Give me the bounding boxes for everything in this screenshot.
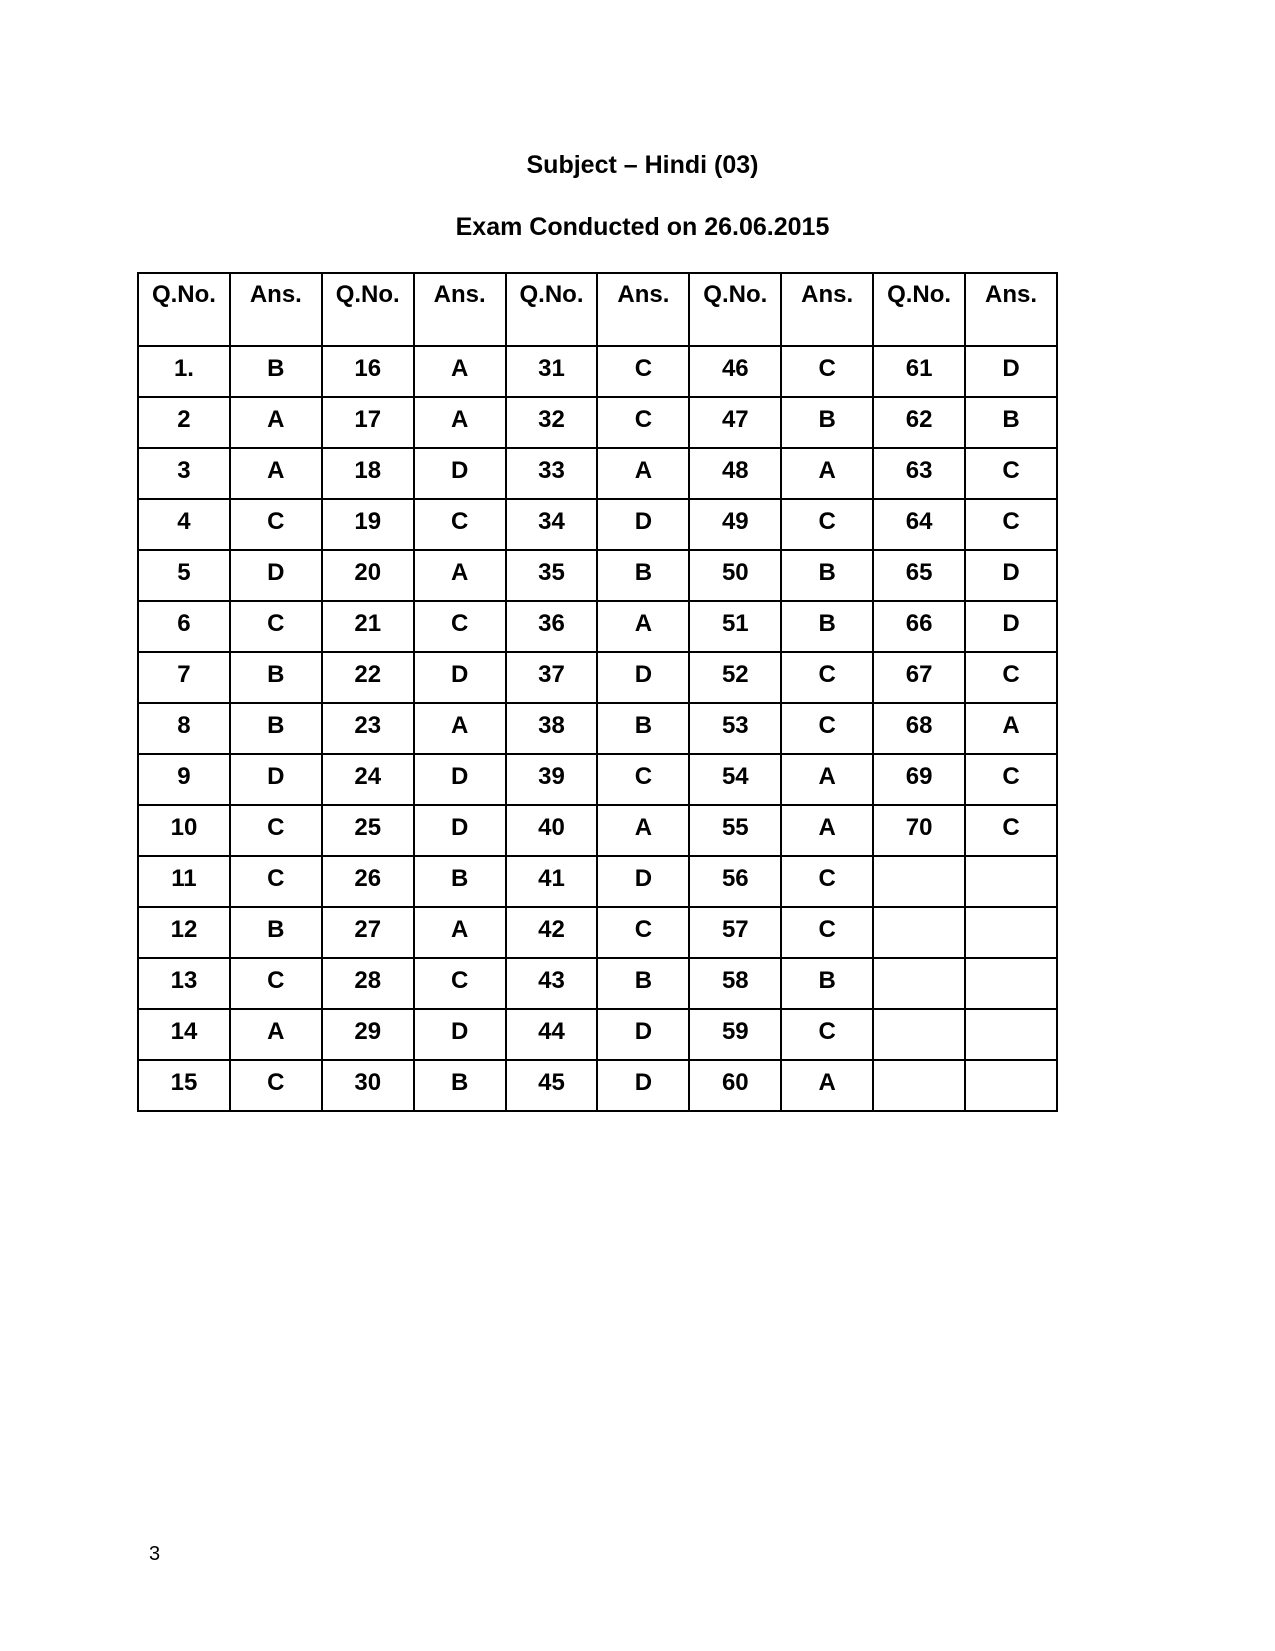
question-number-cell: 55 (689, 805, 781, 856)
answer-cell: C (597, 907, 689, 958)
question-number-cell: 46 (689, 346, 781, 397)
answer-cell: C (414, 601, 506, 652)
answer-cell: B (597, 550, 689, 601)
question-number-cell: 43 (506, 958, 598, 1009)
question-number-cell: 53 (689, 703, 781, 754)
question-number-cell: 20 (322, 550, 414, 601)
question-number-cell: 21 (322, 601, 414, 652)
question-number-cell: 41 (506, 856, 598, 907)
answer-cell: C (781, 703, 873, 754)
question-number-cell: 1. (138, 346, 230, 397)
question-number-cell: 62 (873, 397, 965, 448)
header-qno (873, 273, 965, 346)
table-row (138, 754, 1057, 805)
answer-cell: D (965, 601, 1057, 652)
table-row (138, 652, 1057, 703)
question-number-cell: 69 (873, 754, 965, 805)
answer-cell: D (414, 1009, 506, 1060)
header-ans (965, 273, 1057, 346)
question-number-cell: 8 (138, 703, 230, 754)
question-number-cell: 2 (138, 397, 230, 448)
question-number-cell: 50 (689, 550, 781, 601)
table-row (138, 703, 1057, 754)
header-ans-label: Ans. (985, 281, 1038, 308)
answer-cell: D (965, 550, 1057, 601)
answer-cell: B (781, 397, 873, 448)
question-number-cell: 36 (506, 601, 598, 652)
question-number-cell: 52 (689, 652, 781, 703)
header-qno (322, 273, 414, 346)
question-number-cell: 59 (689, 1009, 781, 1060)
answer-cell: B (597, 958, 689, 1009)
header-qno (138, 273, 230, 346)
question-number-cell: 39 (506, 754, 598, 805)
question-number-cell (873, 958, 965, 1009)
question-number-cell: 14 (138, 1009, 230, 1060)
answer-cell: C (781, 856, 873, 907)
answer-cell (965, 856, 1057, 907)
answer-cell: C (965, 754, 1057, 805)
question-number-cell: 66 (873, 601, 965, 652)
answer-cell: C (965, 805, 1057, 856)
table-row (138, 856, 1057, 907)
answer-cell: C (597, 346, 689, 397)
answer-cell: C (414, 499, 506, 550)
answer-cell: D (230, 754, 322, 805)
answer-cell: D (597, 652, 689, 703)
question-number-cell: 18 (322, 448, 414, 499)
question-number-cell: 37 (506, 652, 598, 703)
question-number-cell: 38 (506, 703, 598, 754)
question-number-cell: 7 (138, 652, 230, 703)
table-row (138, 1009, 1057, 1060)
question-number-cell: 34 (506, 499, 598, 550)
question-number-cell: 27 (322, 907, 414, 958)
question-number-cell: 49 (689, 499, 781, 550)
answer-cell: B (781, 958, 873, 1009)
answer-cell: B (230, 652, 322, 703)
question-number-cell: 12 (138, 907, 230, 958)
answer-cell: A (414, 550, 506, 601)
question-number-cell (873, 1009, 965, 1060)
question-number-cell: 67 (873, 652, 965, 703)
table-row (138, 499, 1057, 550)
answer-cell: D (597, 499, 689, 550)
table-row (138, 448, 1057, 499)
answer-cell: A (597, 448, 689, 499)
answer-cell: B (230, 907, 322, 958)
header-ans (230, 273, 322, 346)
question-number-cell: 48 (689, 448, 781, 499)
question-number-cell: 16 (322, 346, 414, 397)
question-number-cell: 3 (138, 448, 230, 499)
table-header-row (138, 273, 1057, 346)
header-ans-label: Ans. (249, 281, 302, 308)
page-number: 3 (149, 1543, 161, 1565)
answer-cell: C (414, 958, 506, 1009)
header-ans-label: Ans. (617, 281, 670, 308)
answer-cell: D (414, 652, 506, 703)
question-number-cell: 45 (506, 1060, 598, 1111)
question-number-cell (873, 1060, 965, 1111)
answer-cell: C (597, 754, 689, 805)
question-number-cell: 54 (689, 754, 781, 805)
answer-cell (965, 1060, 1057, 1111)
header-qno-label: Q.No. (151, 281, 216, 308)
answer-cell: C (781, 907, 873, 958)
answer-cell (965, 907, 1057, 958)
question-number-cell: 32 (506, 397, 598, 448)
question-number-cell: 68 (873, 703, 965, 754)
question-number-cell: 11 (138, 856, 230, 907)
table-row (138, 1060, 1057, 1111)
answer-cell: B (414, 856, 506, 907)
table-row (138, 397, 1057, 448)
answer-cell: C (230, 601, 322, 652)
header-qno-label: Q.No. (703, 281, 768, 308)
question-number-cell: 63 (873, 448, 965, 499)
header-ans (597, 273, 689, 346)
table-row (138, 805, 1057, 856)
question-number-cell: 6 (138, 601, 230, 652)
answer-cell: A (414, 703, 506, 754)
question-number-cell: 65 (873, 550, 965, 601)
answer-cell: D (597, 1060, 689, 1111)
answer-cell: A (230, 448, 322, 499)
question-number-cell: 70 (873, 805, 965, 856)
question-number-cell: 56 (689, 856, 781, 907)
answer-cell: B (597, 703, 689, 754)
answer-cell: A (965, 703, 1057, 754)
subject-title: Subject – Hindi (03) (526, 151, 759, 179)
question-number-cell: 9 (138, 754, 230, 805)
answer-cell: C (230, 499, 322, 550)
question-number-cell: 15 (138, 1060, 230, 1111)
question-number-cell: 61 (873, 346, 965, 397)
answer-cell: C (781, 652, 873, 703)
answer-cell: A (414, 397, 506, 448)
question-number-cell: 42 (506, 907, 598, 958)
answer-cell: D (597, 856, 689, 907)
question-number-cell: 47 (689, 397, 781, 448)
header-qno (506, 273, 598, 346)
answer-cell: C (781, 346, 873, 397)
question-number-cell: 19 (322, 499, 414, 550)
answer-cell: B (965, 397, 1057, 448)
header-qno (689, 273, 781, 346)
question-number-cell: 35 (506, 550, 598, 601)
answer-cell: D (965, 346, 1057, 397)
header-qno-label: Q.No. (887, 281, 952, 308)
answer-cell: D (597, 1009, 689, 1060)
question-number-cell (873, 907, 965, 958)
answer-cell: D (414, 448, 506, 499)
answer-cell: B (414, 1060, 506, 1111)
answer-cell: D (414, 754, 506, 805)
exam-date-title: Exam Conducted on 26.06.2015 (455, 213, 830, 241)
table-row (138, 601, 1057, 652)
answer-cell: A (414, 907, 506, 958)
question-number-cell: 24 (322, 754, 414, 805)
table-row (138, 907, 1057, 958)
answer-cell: C (781, 499, 873, 550)
answer-cell: C (965, 448, 1057, 499)
question-number-cell: 30 (322, 1060, 414, 1111)
answer-cell: A (781, 1060, 873, 1111)
answer-cell (965, 958, 1057, 1009)
answer-cell: B (230, 346, 322, 397)
answer-cell: A (230, 397, 322, 448)
question-number-cell: 17 (322, 397, 414, 448)
header-ans-label: Ans. (801, 281, 854, 308)
answer-cell: C (965, 652, 1057, 703)
question-number-cell: 64 (873, 499, 965, 550)
question-number-cell: 28 (322, 958, 414, 1009)
question-number-cell: 57 (689, 907, 781, 958)
answer-cell: A (230, 1009, 322, 1060)
question-number-cell: 29 (322, 1009, 414, 1060)
table-row (138, 958, 1057, 1009)
question-number-cell: 51 (689, 601, 781, 652)
question-number-cell: 58 (689, 958, 781, 1009)
answer-cell: C (230, 856, 322, 907)
question-number-cell: 60 (689, 1060, 781, 1111)
header-ans (781, 273, 873, 346)
answer-cell: C (965, 499, 1057, 550)
table-row (138, 346, 1057, 397)
answer-cell: C (597, 397, 689, 448)
header-ans-label: Ans. (433, 281, 486, 308)
header-qno-label: Q.No. (335, 281, 400, 308)
answer-cell: D (414, 805, 506, 856)
answer-cell: A (597, 601, 689, 652)
answer-cell (965, 1009, 1057, 1060)
table-body (138, 346, 1057, 1111)
answer-cell: C (230, 958, 322, 1009)
answer-cell: A (414, 346, 506, 397)
question-number-cell: 10 (138, 805, 230, 856)
question-number-cell: 5 (138, 550, 230, 601)
answer-cell: A (781, 448, 873, 499)
question-number-cell: 26 (322, 856, 414, 907)
answer-cell: B (230, 703, 322, 754)
answer-cell: A (597, 805, 689, 856)
question-number-cell: 31 (506, 346, 598, 397)
answer-cell: B (781, 601, 873, 652)
header-ans (414, 273, 506, 346)
question-number-cell: 44 (506, 1009, 598, 1060)
question-number-cell: 33 (506, 448, 598, 499)
answer-cell: B (781, 550, 873, 601)
table-row (138, 550, 1057, 601)
header-qno-label: Q.No. (519, 281, 584, 308)
answer-cell: A (781, 805, 873, 856)
answer-cell: C (230, 1060, 322, 1111)
question-number-cell (873, 856, 965, 907)
answer-cell: A (781, 754, 873, 805)
answer-cell: D (230, 550, 322, 601)
answer-key-table (137, 272, 1058, 1112)
question-number-cell: 13 (138, 958, 230, 1009)
answer-cell: C (781, 1009, 873, 1060)
question-number-cell: 40 (506, 805, 598, 856)
question-number-cell: 4 (138, 499, 230, 550)
question-number-cell: 22 (322, 652, 414, 703)
question-number-cell: 23 (322, 703, 414, 754)
question-number-cell: 25 (322, 805, 414, 856)
answer-cell: C (230, 805, 322, 856)
